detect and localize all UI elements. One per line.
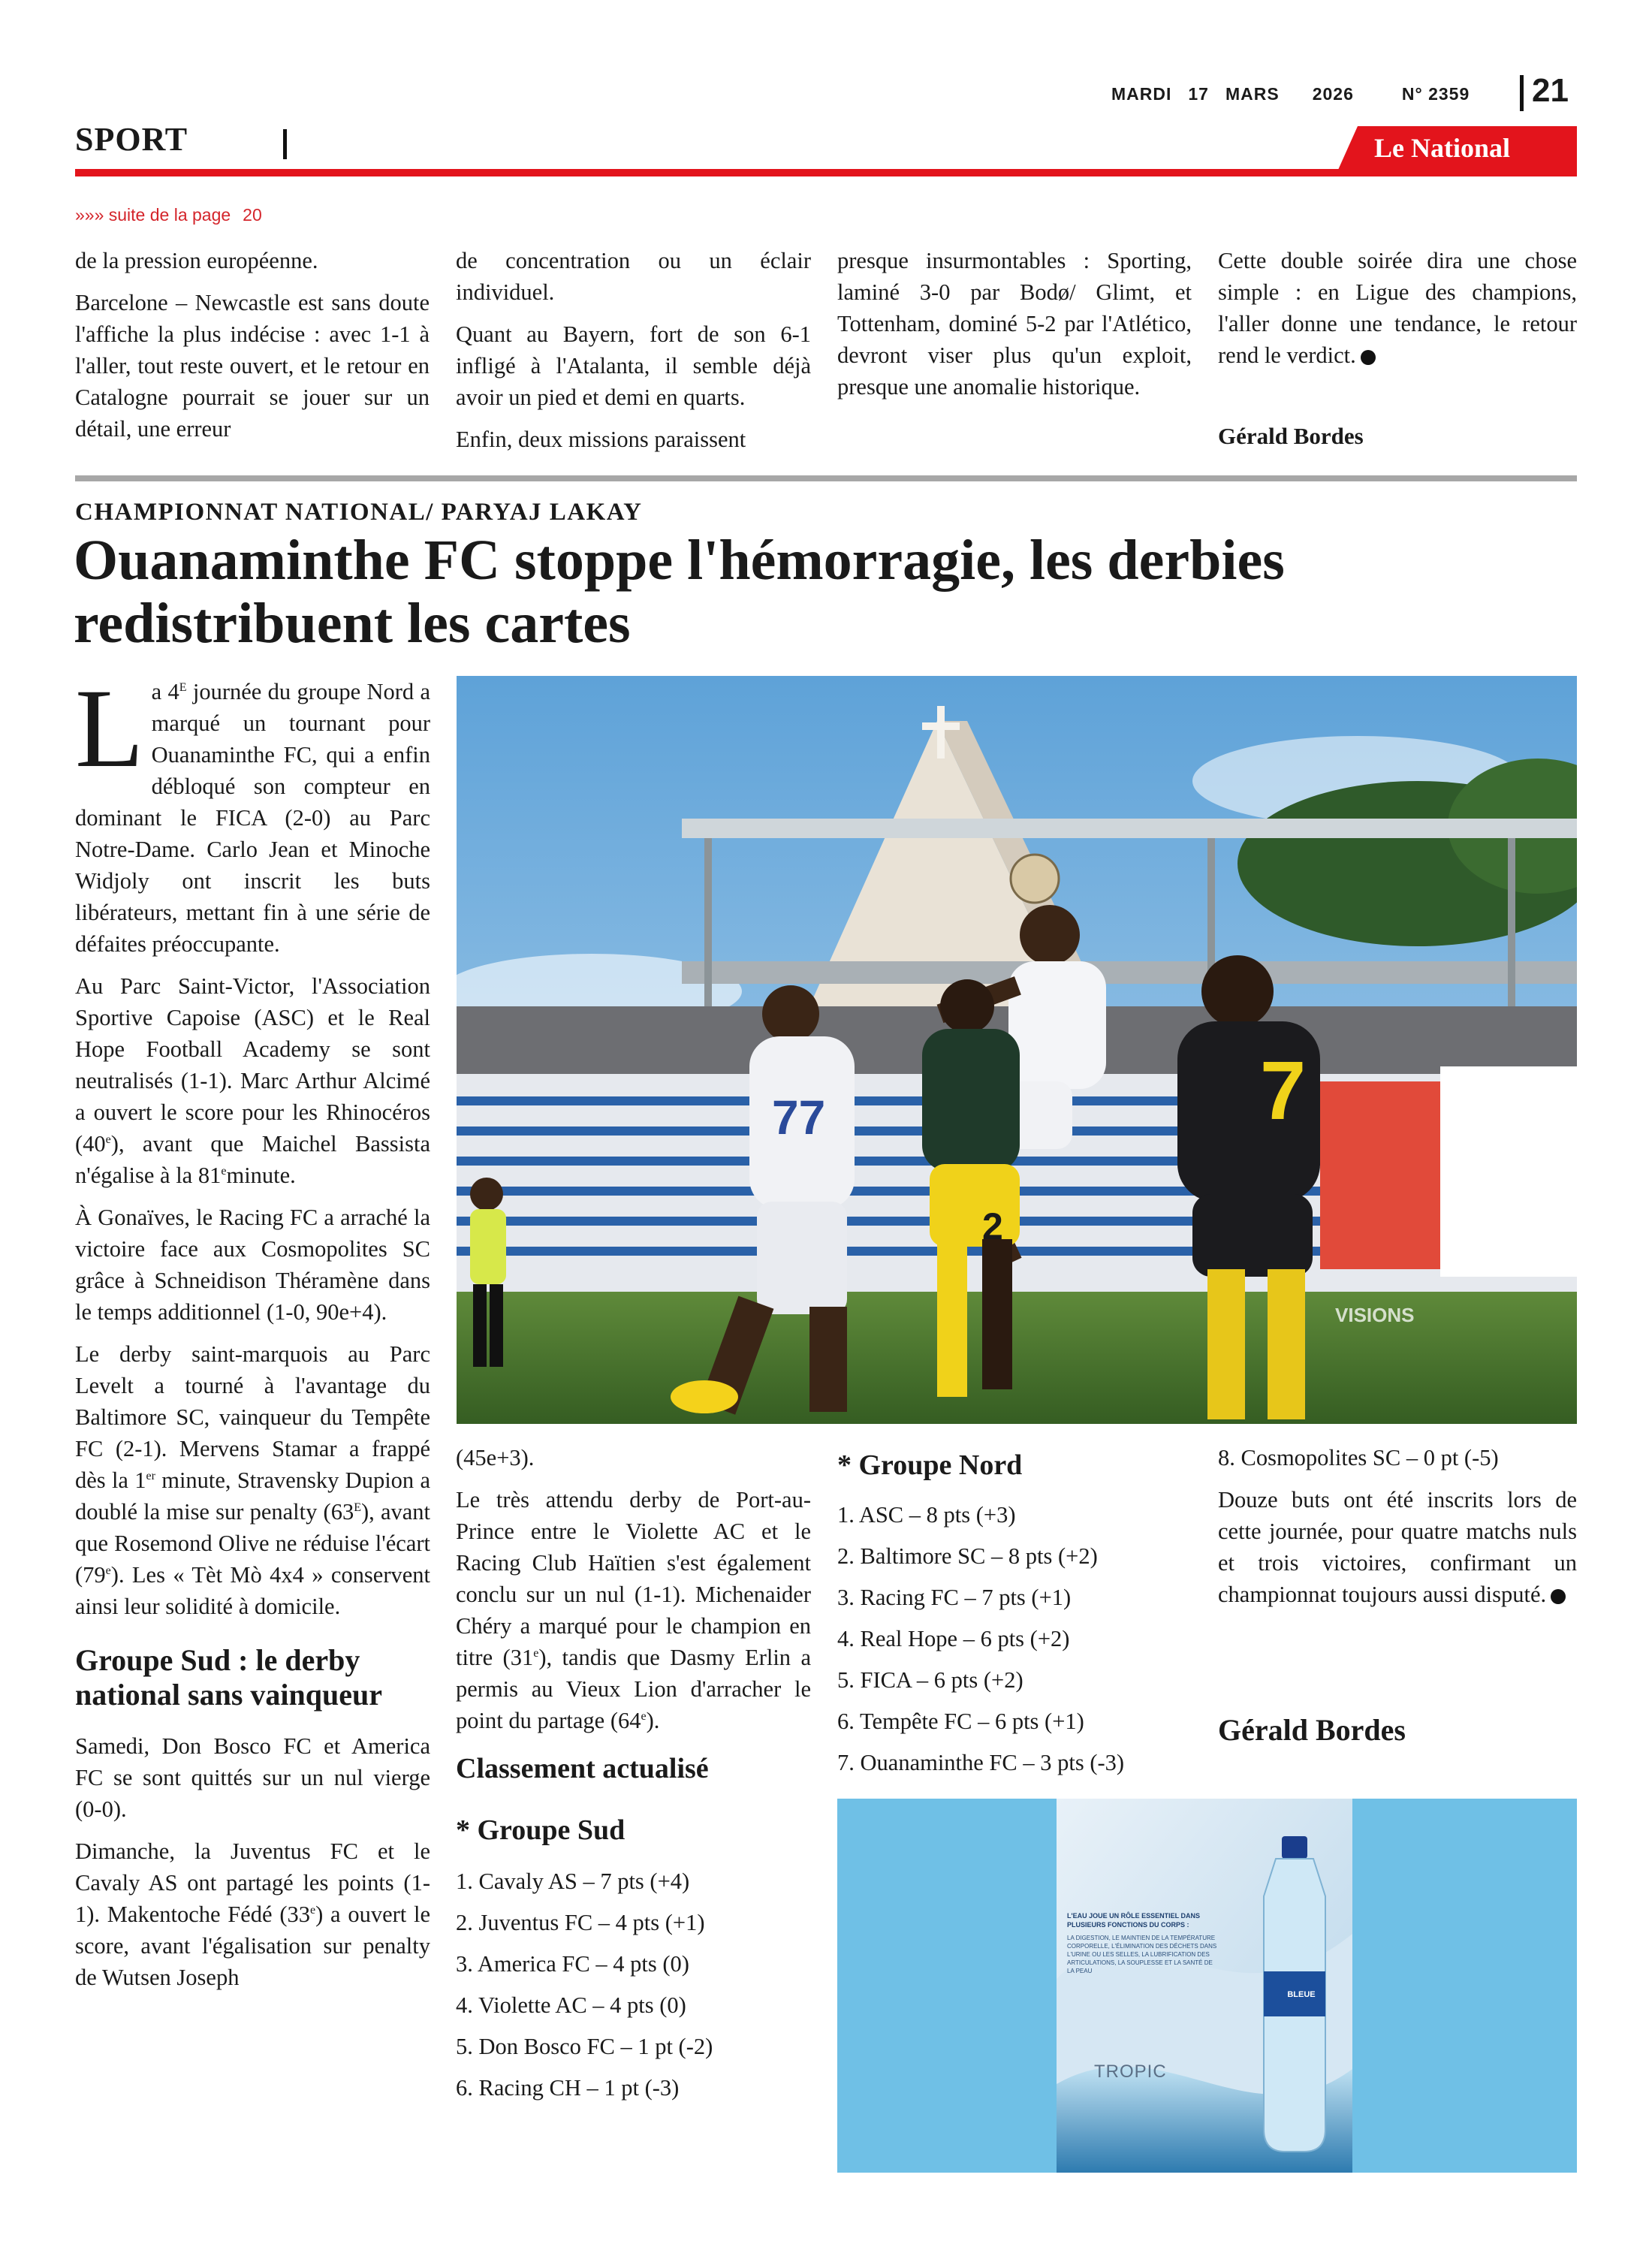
paragraph: Samedi, Don Bosco FC et America FC se sont quittés sur un nul vierge (0-0). — [75, 1733, 430, 1822]
article-kicker: CHAMPIONNAT NATIONAL/ PARYAJ LAKAY — [75, 499, 643, 526]
date-day: 17 — [1188, 84, 1209, 104]
superscript: e — [105, 1564, 111, 1577]
superscript: e — [221, 1164, 227, 1178]
continued-from[interactable] — [75, 205, 262, 225]
year: 2026 — [1312, 84, 1354, 104]
article-col-4 — [1218, 1442, 1577, 1621]
article-author: Gérald Bordes — [1218, 1713, 1406, 1747]
standing-row: 1. ASC – 8 pts (+3) — [837, 1502, 1016, 1528]
article-col-1 — [75, 666, 431, 2004]
text: a 4 — [151, 679, 179, 704]
article-col-3 — [837, 1448, 1192, 1784]
section-divider — [283, 129, 287, 159]
ad-artwork — [1057, 1799, 1352, 2173]
section-title: SPORT — [75, 121, 188, 158]
standing-row: 2. Juventus FC – 4 pts (+1) — [456, 1910, 705, 1935]
groupe-sud-standings — [456, 1861, 811, 2109]
page-number-divider — [1520, 75, 1524, 111]
end-mark-icon — [1551, 1589, 1566, 1604]
article-separator — [75, 475, 1577, 481]
paragraph — [75, 1835, 430, 1993]
continued-page: 20 — [243, 205, 262, 225]
prev-article-col-2 — [456, 245, 811, 466]
superscript: e — [641, 1709, 647, 1723]
standing-row: 5. FICA – 6 pts (+2) — [837, 1667, 1023, 1693]
standing-row: 2. Baltimore SC – 8 pts (+2) — [837, 1543, 1098, 1569]
ad-brand-logo: TROPIC — [1094, 2061, 1167, 2082]
issue-number: N° 2359 — [1401, 84, 1470, 104]
superscript: e — [105, 1133, 111, 1146]
paragraph-text: Cette double soirée dira une chose simple : en Ligue des champions, l'aller donne une tendance, le retour rend le verdict. — [1218, 248, 1577, 368]
bottle-label: BLEUE — [1287, 1990, 1316, 1999]
paragraph: de concentration ou un éclair individuel. — [456, 248, 811, 305]
paragraph: Barcelone – Newcastle est sans doute l'affiche la plus indécise : avec 1-1 à l'aller, tout reste ouvert, et le retour en Catalogne pourrait se jouer sur un détail, une erreur — [75, 290, 430, 442]
prev-article-col-3 — [837, 245, 1192, 413]
standing-row: 6. Tempête FC – 6 pts (+1) — [837, 1709, 1084, 1734]
paragraph: de la pression européenne. — [75, 248, 318, 273]
standing-row: 3. Racing FC – 7 pts (+1) — [837, 1585, 1072, 1610]
paragraph: Enfin, deux missions paraissent — [456, 427, 746, 452]
paragraph — [1218, 1484, 1577, 1610]
superscript: E — [354, 1500, 361, 1514]
prev-article-col-1 — [75, 245, 430, 455]
subheading-groupe-sud: Groupe Sud : le derby national sans vainqueur — [75, 1643, 383, 1712]
text: ). Les « Tèt Mò 4x4 » conservent ainsi leur solidité à domicile. — [75, 1562, 430, 1619]
superscript: e — [310, 1903, 316, 1917]
superscript: er — [146, 1469, 155, 1482]
text: ), tandis que Dasmy Erlin a permis au Vieux Lion d'arracher le point du partage (64 — [456, 1645, 811, 1733]
text: Douze buts ont été inscrits lors de cette journée, pour quatre matchs nuls et trois victoires, confirmant un championnat toujours aussi disputé. — [1218, 1487, 1577, 1607]
standing-row: 5. Don Bosco FC – 1 pt (-2) — [456, 2034, 713, 2059]
standing-row: 4. Real Hope – 6 pts (+2) — [837, 1626, 1070, 1651]
prev-article-col-4 — [1218, 245, 1577, 382]
paragraph: presque insurmontables : Sporting, laminé 3-0 par Bodø/ Glimt, et Tottenham, dominé 5-2 par l'Atlético, devront viser plus qu'un exploit, presque une anomalie historique. — [837, 248, 1192, 400]
paragraph — [75, 1338, 430, 1622]
text: Le derby saint-marquois au Parc Levelt a tourné à l'avantage du Baltimore SC, vainqueur du Tempête FC (2-1). Mervens Stamar a frappé dès la 1 — [75, 1341, 430, 1493]
end-mark-icon — [1361, 350, 1376, 365]
standings-title: Classement actualisé — [456, 1753, 709, 1784]
superscript: e — [533, 1646, 539, 1660]
paragraph: Quant au Bayern, fort de son 6-1 infligé à l'Atalanta, il semble déjà avoir un pied et demi en quarts. — [456, 321, 811, 410]
standing-row: 1. Cavaly AS – 7 pts (+4) — [456, 1868, 690, 1894]
match-photo-illustration — [457, 676, 1577, 1424]
paragraph — [75, 970, 430, 1191]
text: minute, Stravensky Dupion a doublé la mise sur penalty (63 — [75, 1467, 430, 1525]
paragraph: (45e+3). — [456, 1445, 535, 1470]
standing-row: 8. Cosmopolites SC – 0 pt (-5) — [1218, 1445, 1499, 1470]
football-icon — [1011, 855, 1059, 903]
brand-name: Le National — [1374, 133, 1511, 163]
standing-row: 6. Racing CH – 1 pt (-3) — [456, 2075, 680, 2101]
issue-date-line — [1111, 84, 1532, 104]
paragraph: À Gonaïves, le Racing FC a arraché la victoire face aux Cosmopolites SC grâce à Schneidison Théramène dans le temps additionnel (1-0, 90e+4). — [75, 1205, 430, 1325]
photo-credit: VISIONS — [1335, 1304, 1415, 1326]
text: ). — [646, 1708, 660, 1733]
day: MARDI — [1111, 84, 1172, 104]
text: minute. — [226, 1163, 296, 1188]
jersey-number-center: 2 — [982, 1205, 1003, 1247]
text: Au Parc Saint-Victor, l'Association Sportive Capoise (ASC) et le Real Hope Football Academy se sont neutralisés (1-1). Marc Arthur Alcimé a ouvert le score pour les Rhinocéros (40 — [75, 973, 430, 1157]
article-headline: Ouanaminthe FC stoppe l'hémorragie, les derbies redistribuent les cartes — [74, 529, 1285, 655]
standing-row: 7. Ouanaminthe FC – 3 pts (-3) — [837, 1750, 1125, 1775]
text: Dimanche, la Juventus FC et le Cavaly AS ont partagé les points (1-1). Makentoche Fédé (33 — [75, 1838, 430, 1927]
text: Le très attendu derby de Port-au-Prince entre le Violette AC et le Racing Club Haïtien s'est également conclu sur un nul (1-1). Michenaider Chéry a marqué pour le champion en titre (31 — [456, 1487, 811, 1670]
ad-tagline-1: L'EAU JOUE UN RÔLE ESSENTIEL DANS PLUSIEURS FONCTIONS DU CORPS : — [1067, 1912, 1200, 1929]
groupe-nord-standings — [837, 1494, 1192, 1784]
text: ), avant que Rosemond Olive ne réduise l'écart (79 — [75, 1499, 430, 1588]
text: ), avant que Maichel Bassista n'égalise à la 81 — [75, 1131, 430, 1188]
jersey-number-right: 7 — [1260, 1045, 1307, 1137]
lead-paragraph — [75, 666, 430, 960]
article-col-2 — [456, 1442, 811, 2109]
paragraph — [456, 1484, 811, 1736]
water-advertisement[interactable] — [837, 1799, 1577, 2173]
text: journée du groupe Nord a marqué un tournant pour Ouanaminthe FC, qui a enfin débloqué son compteur en dominant le FICA (2-0) au Parc Notre-Dame. Carlo Jean et Minoche Widjoly ont inscrit les buts libérateurs, mettant fin à une série de défaites préoccupante. — [75, 679, 430, 957]
text: ) a ouvert le score, avant l'égalisation sur penalty de Wutsen Joseph — [75, 1902, 431, 1990]
prev-article-author: Gérald Bordes — [1218, 423, 1364, 449]
groupe-sud-title: * Groupe Sud — [456, 1814, 626, 1846]
page-number: 21 — [1532, 72, 1569, 109]
drop-cap: L — [75, 666, 144, 791]
match-photo — [457, 676, 1577, 1424]
standing-row: 3. America FC – 4 pts (0) — [456, 1951, 689, 1977]
ad-tagline-2: LA DIGESTION, LE MAINTIEN DE LA TEMPÉRATURE CORPORELLE, L'ÉLIMINATION DES DÉCHETS DANS L'URINE OU LES SELLES, LA LUBRIFICATION DES ARTICULATIONS, LA SOUPLESSE ET LA SANTÉ DE LA PEAU — [1067, 1935, 1217, 1974]
jersey-number-left: 77 — [772, 1090, 826, 1145]
month: MARS — [1225, 84, 1280, 104]
groupe-nord-title: * Groupe Nord — [837, 1449, 1023, 1481]
ad-panel — [1057, 1799, 1352, 2173]
continued-prefix: »»» suite de la page — [75, 205, 231, 225]
standing-row: 4. Violette AC – 4 pts (0) — [456, 1992, 686, 2018]
superscript: E — [179, 680, 187, 694]
paragraph — [1218, 245, 1577, 371]
cross-icon — [937, 706, 945, 759]
